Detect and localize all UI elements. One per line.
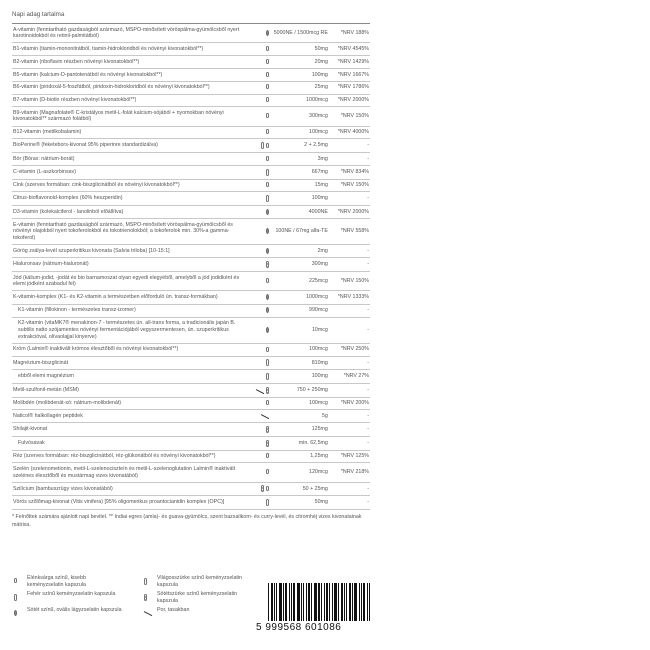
capsule-type	[246, 81, 272, 94]
white-capsule-icon	[14, 594, 17, 601]
yellow-capsule-icon	[266, 182, 269, 187]
capsule-type	[246, 206, 272, 219]
dark-grey-capsule-icon	[266, 440, 269, 447]
barcode-digits: 5 999568 601086	[256, 622, 342, 633]
nrv-percent: -	[329, 245, 370, 258]
barcode-bar	[285, 583, 287, 621]
white-capsule-icon	[266, 359, 269, 366]
yellow-capsule-icon	[266, 97, 269, 102]
table-row	[12, 258, 370, 272]
amount: 300mcg	[273, 107, 329, 126]
capsule-type	[246, 317, 272, 343]
capsule-type	[246, 272, 272, 291]
yellow-capsule-icon	[266, 469, 269, 474]
nutrition-table	[12, 23, 370, 510]
amount: 2 + 2,5mg	[273, 139, 329, 153]
nrv-percent: *NRV 200%	[329, 397, 370, 410]
barcode-bar	[279, 583, 282, 621]
amount: 15mg	[273, 179, 329, 192]
capsule-type	[246, 192, 272, 206]
nrv-percent: -	[329, 423, 370, 437]
table-row	[12, 317, 370, 343]
soft-capsule-icon	[266, 209, 269, 215]
capsule-type	[246, 219, 272, 245]
table-row	[12, 179, 370, 192]
capsule-type	[246, 291, 272, 304]
ingredient-name: E-vitamin (fenntartható gazdaságból származó, MSPO-minősített vöröspálma-gyümölcsből és növényi olajokból nyert tokoferolokból és tokotrienolokból; a tokoferolok min. 30%-a gamma-tokoferol)	[12, 219, 246, 245]
capsule-type	[246, 107, 272, 126]
table-row	[12, 43, 370, 56]
barcode-bar	[349, 583, 351, 621]
powder-sachet-icon	[261, 413, 269, 418]
nrv-percent: *NRV 834%	[329, 165, 370, 179]
capsule-type	[246, 304, 272, 317]
yellow-capsule-icon	[266, 347, 269, 352]
capsule-type	[246, 179, 272, 192]
ingredient-name: Réz (szerves formában: réz-biszglicinátból, réz-glükonátból és növényi kivonatokból**)	[12, 450, 246, 463]
soft-capsule-icon	[266, 30, 269, 36]
table-row	[12, 482, 370, 496]
nrv-percent: *NRV 250%	[329, 343, 370, 356]
ingredient-name: B6-vitamin (piridoxál-5-foszfátból, piridoxin-hidrokloridból és növényi kivonatokból**)	[12, 81, 246, 94]
table-row	[12, 68, 370, 81]
table-row	[12, 192, 370, 206]
dark-grey-capsule-icon	[266, 261, 269, 268]
ingredient-name: Szelén (szelenometionin, metil-L-szelenociszteín és metil-L-szelenoglutation Lalmin® inaktivált szelénes élesztőből és mustármag vizes kivonatából)	[12, 463, 246, 482]
barcode-bar	[318, 583, 320, 621]
amount: 300mg	[273, 258, 329, 272]
footnote: * Felnőttek számára ajánlott napi bevitel. ** Indiai egres (amla)- és guava-gyümölcs, szent bazsalikom- és curry-levél, és citromhéj vizes kivonatainak mátrixa.	[12, 514, 362, 528]
nrv-percent: *NRV 218%	[329, 463, 370, 482]
legend-text: Élénksárga színű, kisebb keményzselatin kapszula	[27, 575, 86, 588]
barcode-bar	[293, 583, 295, 621]
amount: 100mcg	[273, 343, 329, 356]
barcode-bar	[321, 583, 322, 621]
barcode-bar	[306, 583, 307, 621]
table-row	[12, 126, 370, 139]
barcode-bar	[367, 583, 368, 621]
ingredient-name: Molibdén (molibdenát-só: nátrium-molibdenát)	[12, 397, 246, 410]
ingredient-name: A-vitamin (fenntartható gazdaságból származó, MSPO-minősített vöröspálma-gyümölcsből nyert karotinoidokból és retinil-palmitátból)	[12, 24, 246, 43]
amount: 100mcg	[273, 397, 329, 410]
nrv-percent: -	[329, 482, 370, 496]
amount: 125mg	[273, 423, 329, 437]
capsule-type	[246, 436, 272, 450]
white-capsule-icon	[266, 373, 269, 380]
legend-text: Világosszürke színű keményzselatin kapszula	[157, 575, 242, 588]
table-row	[12, 397, 370, 410]
legend-text: Por, tasakban	[157, 607, 190, 613]
ingredient-name: Naticol® halkollagén peptidek	[12, 410, 246, 423]
ingredient-name: Króm (Lalmin® inaktivált krómos élesztőből és növényi kivonatokból**)	[12, 343, 246, 356]
table-row	[12, 272, 370, 291]
nrv-percent: -	[329, 436, 370, 450]
dark-grey-capsule-icon	[266, 426, 269, 433]
nrv-percent: -	[329, 317, 370, 343]
yellow-capsule-icon	[14, 578, 17, 583]
table-row	[12, 436, 370, 450]
ingredient-name: B2-vitamin (riboflavin részben növényi kivonatokból**)	[12, 56, 246, 69]
barcode-bar	[361, 583, 362, 621]
capsule-type	[246, 343, 272, 356]
table-row	[12, 153, 370, 166]
table-row	[12, 219, 370, 245]
capsule-type	[246, 370, 272, 384]
capsule-type	[246, 410, 272, 423]
table-row	[12, 24, 370, 43]
ingredient-name: ebből elemi magnézium	[12, 370, 246, 384]
legend-text: Sötét színű, ovális lágyzselatin kapszula	[27, 607, 122, 613]
table-row	[12, 245, 370, 258]
white-capsule-icon	[266, 499, 269, 506]
dark-grey-capsule-icon	[261, 485, 264, 492]
ingredient-name: Szilícium (bambuszrügy vizes kivonatából)	[12, 482, 246, 496]
ingredient-name: C-vitamin (L-aszkorbinsav)	[12, 165, 246, 179]
nrv-percent: *NRV 1429%	[329, 56, 370, 69]
yellow-capsule-icon	[266, 129, 269, 134]
nrv-percent: *NRV 150%	[329, 179, 370, 192]
legend-text: Fehér színű keményzselatin kapszula	[27, 591, 116, 597]
capsule-type	[246, 94, 272, 107]
ingredient-name: Fulvósavak	[12, 436, 246, 450]
ingredient-name: B7-vitamin (D-biotin részben növényi kivonatokból**)	[12, 94, 246, 107]
capsule-type	[246, 383, 272, 397]
table-row	[12, 139, 370, 153]
yellow-capsule-icon	[266, 400, 269, 405]
capsule-type	[246, 423, 272, 437]
amount: 50mg	[273, 43, 329, 56]
soft-capsule-icon	[266, 327, 269, 333]
nrv-percent: *NRV 1786%	[329, 81, 370, 94]
amount: 5000NE / 1500mcg RE	[273, 24, 329, 43]
barcode-bar	[359, 583, 360, 621]
amount: 100NE / 67mg alfa-TE	[273, 219, 329, 245]
yellow-capsule-icon	[266, 486, 269, 491]
capsule-type	[246, 153, 272, 166]
amount: 100mg	[273, 192, 329, 206]
ingredient-name: Jód (kálium-jodid, -jodát és bio barnamoszat olyan egyedi elegyéből, amelyből a jód jodidként és elemi jódként szabadul fel)	[12, 272, 246, 291]
ingredient-name: BioPerine® (feketebors-kivonat 95% piperinre standardizálva)	[12, 139, 246, 153]
barcode-bar	[268, 583, 269, 621]
barcode-bar	[329, 583, 330, 621]
capsule-type	[246, 450, 272, 463]
amount: 20mg	[273, 56, 329, 69]
amount: 225mcg	[273, 272, 329, 291]
amount: 120mcg	[273, 463, 329, 482]
amount: 810mg	[273, 356, 329, 370]
barcode-bar	[341, 583, 343, 621]
nrv-percent: *NRV 4545%	[329, 43, 370, 56]
white-capsule-icon	[266, 195, 269, 202]
capsule-type	[246, 482, 272, 496]
yellow-capsule-icon	[266, 453, 269, 458]
table-row	[12, 496, 370, 510]
amount: 100mg	[273, 68, 329, 81]
barcode-bar	[271, 583, 273, 621]
table-row	[12, 383, 370, 397]
nrv-percent: *NRV 2000%	[329, 94, 370, 107]
table-row	[12, 81, 370, 94]
capsule-type	[246, 496, 272, 510]
yellow-capsule-icon	[266, 278, 269, 283]
nrv-percent: *NRV 188%	[329, 24, 370, 43]
capsule-type	[246, 356, 272, 370]
amount: 50mg	[273, 496, 329, 510]
white-capsule-icon	[261, 142, 264, 149]
capsule-type	[246, 43, 272, 56]
barcode-bar	[326, 583, 328, 621]
amount: 3mg	[273, 153, 329, 166]
yellow-capsule-icon	[266, 156, 269, 161]
nrv-percent: *NRV 27%	[329, 370, 370, 384]
table-row	[12, 206, 370, 219]
nrv-percent: *NRV 4000%	[329, 126, 370, 139]
amount: 25mg	[273, 81, 329, 94]
table-row	[12, 356, 370, 370]
barcode-bar	[354, 583, 357, 621]
amount: 100mcg	[273, 126, 329, 139]
capsule-type	[246, 165, 272, 179]
nrv-percent: *NRV 1667%	[329, 68, 370, 81]
amount: 1000mcg	[273, 94, 329, 107]
table-row	[12, 370, 370, 384]
panel-title: Napi adag tartalma	[12, 11, 65, 18]
nrv-percent: -	[329, 356, 370, 370]
ingredient-name: K1-vitamin (fillokinon - természetes transz-izomer)	[12, 304, 246, 317]
nrv-percent: -	[329, 496, 370, 510]
barcode-bar	[276, 583, 277, 621]
capsule-type	[246, 68, 272, 81]
barcode-bar	[346, 583, 347, 621]
nrv-percent: -	[329, 153, 370, 166]
barcode-bar	[291, 583, 292, 621]
nrv-percent: -	[329, 304, 370, 317]
ingredient-name: B5-vitamin (kalcium-D-pantotenátból és növényi kivonatokból**)	[12, 68, 246, 81]
nrv-percent: -	[329, 139, 370, 153]
ingredient-name: K-vitamin-komplex (K1- és K2-vitamin a természetben előforduló ún. transz-formákban)	[12, 291, 246, 304]
amount: 1,25mg	[273, 450, 329, 463]
ingredient-name: D3-vitamin (kolekalciferol - lanolinból előállítva)	[12, 206, 246, 219]
capsule-type	[246, 463, 272, 482]
barcode-bar	[324, 583, 325, 621]
barcode-bar	[297, 583, 300, 621]
amount: 100mg	[273, 370, 329, 384]
ingredient-name: Cink (szerves formában: cink-biszglicinátból és növényi kivonatokból**)	[12, 179, 246, 192]
ingredient-name: K2-vitamin (vitaMK7® menakinon-7 - természetes ún. all-trans forma, a tradicionális japán B. subtilis natto szójamentes növényi fermentációjából vegyszermentesen, ún. szuperkritikus extrakcióval, olívaolajjal kinyerve)	[12, 317, 246, 343]
soft-capsule-icon	[266, 228, 269, 234]
nrv-percent: -	[329, 258, 370, 272]
amount: 50 + 25mg	[273, 482, 329, 496]
capsule-type	[246, 397, 272, 410]
amount: 10mcg	[273, 317, 329, 343]
nutrition-panel	[12, 10, 370, 510]
amount: 2mg	[273, 245, 329, 258]
capsule-type	[246, 56, 272, 69]
table-row	[12, 343, 370, 356]
yellow-capsule-icon	[266, 59, 269, 64]
amount: 667mg	[273, 165, 329, 179]
amount: 750 + 250mg	[273, 383, 329, 397]
legend-text: Sötétszürke színű keményzselatin kapszula	[157, 591, 238, 604]
nrv-percent: *NRV 150%	[329, 107, 370, 126]
table-row	[12, 450, 370, 463]
ingredient-name: Vörös szőlőmag-kivonat (Vitis vinifera) [95% oligomerikus proantocianidin komplex (OPC)]	[12, 496, 246, 510]
amount: 4000NE	[273, 206, 329, 219]
capsule-type	[246, 258, 272, 272]
capsule-type	[246, 139, 272, 153]
yellow-capsule-icon	[266, 72, 269, 77]
barcode-bar	[308, 583, 310, 621]
barcode-bar	[338, 583, 339, 621]
barcode-bars	[268, 583, 376, 621]
nrv-percent: -	[329, 192, 370, 206]
barcode-bar	[363, 583, 365, 621]
ingredient-name: Görög zsálya-levél szuperkritikus kivonata (Salvia triloba) [10-15:1]	[12, 245, 246, 258]
table-row	[12, 463, 370, 482]
barcode-bar	[274, 583, 275, 621]
table-row	[12, 107, 370, 126]
nrv-percent: *NRV 2000%	[329, 206, 370, 219]
ingredient-name: Metil-szulfonil-metán (MSM)	[12, 383, 246, 397]
barcode-bar	[289, 583, 290, 621]
ingredient-name: Hialuronsav (nátrium-hialuronát)	[12, 258, 246, 272]
table-row	[12, 423, 370, 437]
yellow-capsule-icon	[266, 84, 269, 89]
dark-grey-capsule-icon	[144, 594, 147, 601]
yellow-capsule-icon	[266, 113, 269, 118]
table-row	[12, 291, 370, 304]
ingredient-name: Magnézium-biszglicinát	[12, 356, 246, 370]
barcode-bar	[334, 583, 337, 621]
ingredient-name: Shilajit-kivonat	[12, 423, 246, 437]
yellow-capsule-icon	[266, 46, 269, 51]
capsule-type	[246, 126, 272, 139]
ingredient-name: B1-vitamin (tiamin-mononitrátból, tiamin-hidrokloridból és növényi kivonatokból**)	[12, 43, 246, 56]
light-grey-capsule-icon	[144, 578, 147, 585]
powder-sachet-icon	[144, 610, 152, 615]
yellow-capsule-icon	[266, 143, 269, 148]
barcode-bar	[283, 583, 284, 621]
ingredient-name: Citrus-bioflavonoid-komplex (60% heszperidin)	[12, 192, 246, 206]
barcode-bar	[301, 583, 302, 621]
nrv-percent: *NRV 558%	[329, 219, 370, 245]
soft-capsule-icon	[14, 610, 17, 616]
powder-sachet-icon	[256, 388, 264, 393]
white-capsule-icon	[266, 169, 269, 176]
amount: min. 62,5mg	[273, 436, 329, 450]
ingredient-name: B9-vitamin (Magnafolate® C-kristályos metil-L-folát kalcium-sójából + nyomokban növényi kivonatokból** származó folátból)	[12, 107, 246, 126]
soft-capsule-icon	[266, 307, 269, 313]
amount: 990mcg	[273, 304, 329, 317]
nrv-percent: -	[329, 410, 370, 423]
table-row	[12, 304, 370, 317]
barcode-bar	[311, 583, 312, 621]
soft-capsule-icon	[266, 248, 269, 254]
capsule-type	[246, 24, 272, 43]
barcode-bar	[303, 583, 304, 621]
ingredient-name: B12-vitamin (metilkobalamin)	[12, 126, 246, 139]
table-row	[12, 94, 370, 107]
barcode-bar	[352, 583, 353, 621]
table-row	[12, 410, 370, 423]
nrv-percent: *NRV 125%	[329, 450, 370, 463]
nrv-percent: *NRV 1333%	[329, 291, 370, 304]
barcode-bar	[332, 583, 333, 621]
amount: 5g	[273, 410, 329, 423]
nrv-percent: *NRV 150%	[329, 272, 370, 291]
barcode-bar	[369, 583, 370, 621]
ingredient-name: Bór (Bórax: nátrium-borát)	[12, 153, 246, 166]
amount: 1000mcg	[273, 291, 329, 304]
nrv-percent: -	[329, 383, 370, 397]
dark-grey-capsule-icon	[266, 387, 269, 394]
barcode	[256, 583, 376, 633]
barcode-bar	[344, 583, 345, 621]
barcode-bar	[314, 583, 317, 621]
soft-capsule-icon	[266, 294, 269, 300]
table-row	[12, 56, 370, 69]
table-row	[12, 165, 370, 179]
capsule-type	[246, 245, 272, 258]
